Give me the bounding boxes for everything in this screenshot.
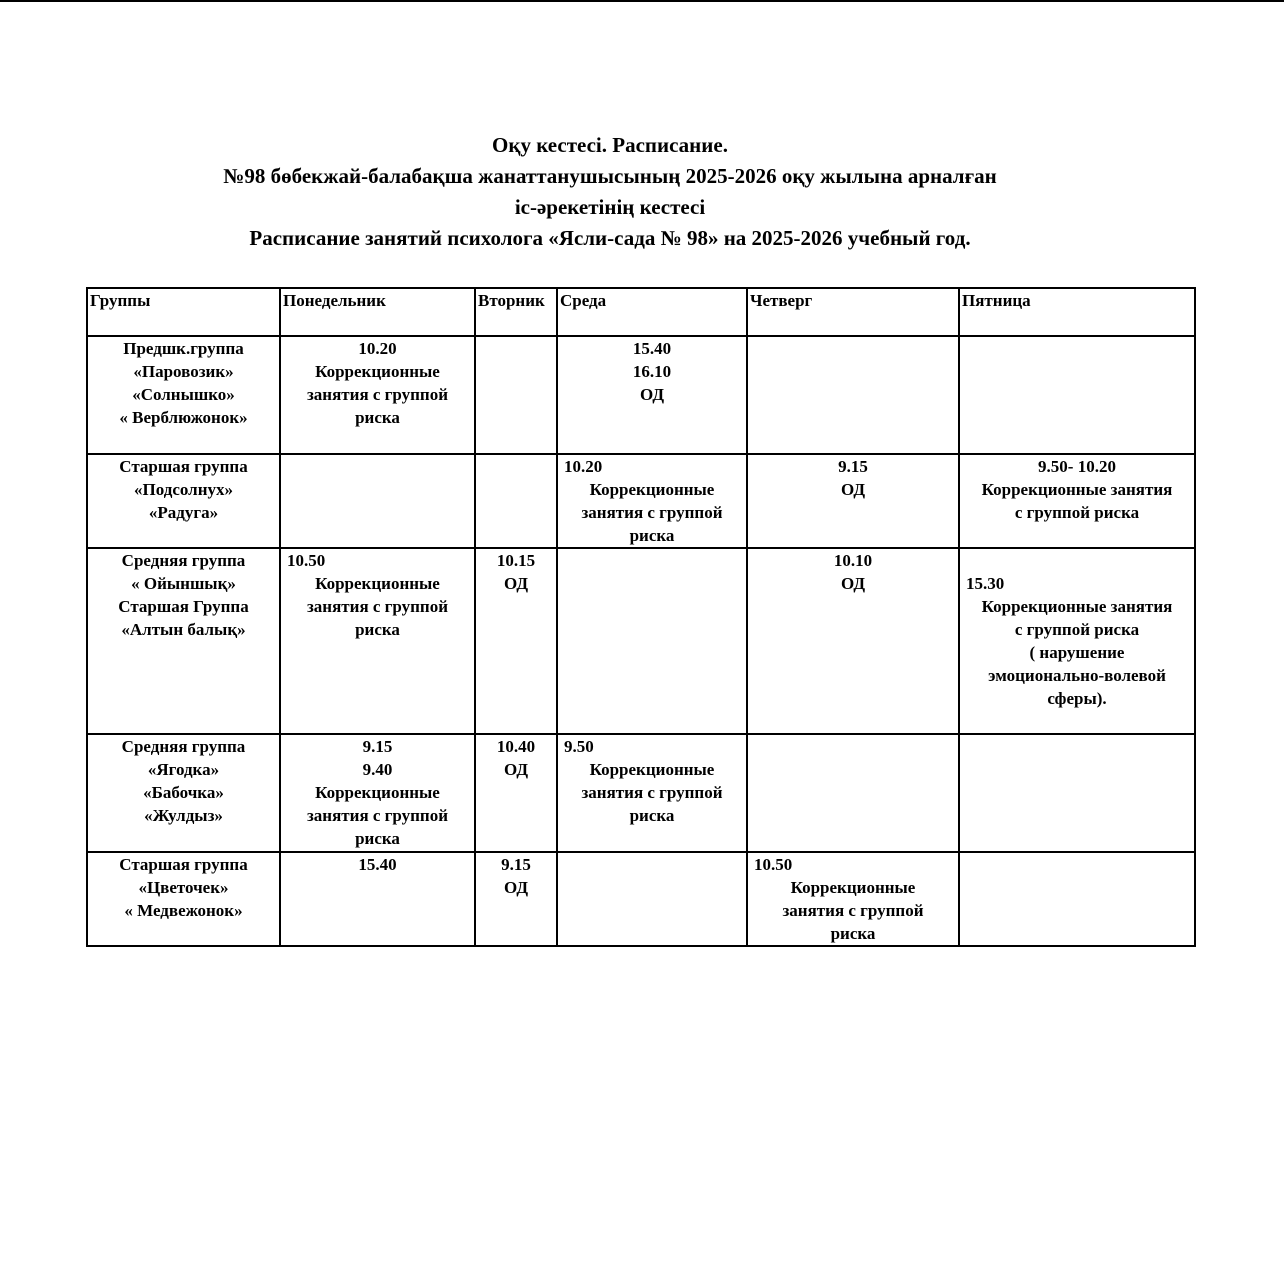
monday-cell (280, 548, 475, 734)
document-title (0, 130, 1220, 254)
group-cell (87, 548, 280, 734)
tuesday-cell (475, 734, 557, 852)
session-text: сферы). (1047, 689, 1107, 708)
session-text: риска (830, 924, 876, 943)
group-name: «Цветочек» (138, 878, 229, 897)
group-name: Старшая Группа (118, 597, 249, 616)
top-border (0, 0, 1284, 2)
session-text: занятия с группой (306, 385, 449, 404)
friday-cell (959, 852, 1195, 946)
group-name: Средняя группа (121, 737, 246, 756)
thursday-cell (747, 548, 959, 734)
schedule-table (86, 287, 1196, 947)
session-text: Коррекционные (315, 362, 440, 381)
session-time: 10.10 (833, 551, 873, 570)
session-text: Коррекционные (589, 480, 715, 499)
thursday-cell (747, 454, 959, 548)
spacer (962, 549, 1192, 572)
group-cell (87, 336, 280, 454)
wednesday-cell (557, 548, 747, 734)
session-text: ОД (840, 480, 866, 499)
session-text: ОД (503, 878, 529, 897)
group-name: Старшая группа (119, 855, 248, 874)
session-time: 16.10 (632, 362, 672, 381)
session-text: занятия с группой (306, 597, 449, 616)
session-time: 10.50 (287, 551, 326, 570)
wednesday-cell (557, 852, 747, 946)
session-text: ОД (840, 574, 866, 593)
session-time: 9.15 (501, 855, 531, 874)
title-line-4: Расписание занятий психолога «Ясли-сада № 98» на 2025-2026 учебный год. (249, 226, 971, 250)
session-text: риска (355, 829, 400, 848)
session-text: занятия с группой (581, 503, 723, 522)
session-text: Коррекционные (315, 783, 440, 802)
group-name: «Ягодка» (147, 760, 220, 779)
session-text: ОД (503, 574, 529, 593)
session-time: 10.20 (564, 457, 603, 476)
group-name: Старшая группа (119, 457, 248, 476)
session-text: риска (629, 806, 675, 825)
group-name: «Солнышко» (132, 385, 235, 404)
group-name: «Радуга» (148, 503, 219, 522)
thursday-cell (747, 336, 959, 454)
tuesday-cell (475, 548, 557, 734)
session-time: 10.20 (358, 339, 397, 358)
header-thursday: Четверг (747, 288, 959, 336)
monday-cell (280, 336, 475, 454)
session-time: 9.50- 10.20 (1038, 457, 1116, 476)
table-row (87, 548, 1195, 734)
group-name: «Подсолнух» (134, 480, 233, 499)
session-text: с группой риска (1014, 503, 1140, 522)
table-row (87, 734, 1195, 852)
group-name: « Медвежонок» (124, 901, 243, 920)
header-friday: Пятница (959, 288, 1195, 336)
session-text: ОД (639, 385, 665, 404)
session-text: занятия с группой (782, 901, 924, 920)
thursday-cell (747, 734, 959, 852)
monday-cell (280, 852, 475, 946)
table-row (87, 454, 1195, 548)
group-name: « Ойыншық» (131, 574, 236, 593)
header-row (87, 288, 1195, 336)
header-groups: Группы (87, 288, 280, 336)
group-cell (87, 734, 280, 852)
session-text: Коррекционные (315, 574, 440, 593)
header-tuesday: Вторник (475, 288, 557, 336)
title-line-3: іс-әрекетінің кестесі (514, 195, 706, 219)
tuesday-cell (475, 852, 557, 946)
group-name: « Верблюжонок» (119, 408, 248, 427)
session-time: 9.15 (838, 457, 868, 476)
session-text: Коррекционные занятия (981, 597, 1173, 616)
session-time: 9.15 (362, 737, 393, 756)
session-time: 9.40 (362, 760, 393, 779)
session-text: с группой риска (1014, 620, 1140, 639)
tuesday-cell (475, 336, 557, 454)
session-time: 10.40 (496, 737, 536, 756)
wednesday-cell (557, 336, 747, 454)
group-name: Средняя группа (121, 551, 246, 570)
session-text: Коррекционные (790, 878, 916, 897)
group-name: «Алтын балық» (121, 620, 246, 639)
group-name: «Бабочка» (143, 783, 224, 802)
friday-cell (959, 548, 1195, 734)
header-monday: Понедельник (280, 288, 475, 336)
monday-cell (280, 734, 475, 852)
session-text: занятия с группой (581, 783, 723, 802)
friday-cell (959, 734, 1195, 852)
group-name: «Жулдыз» (144, 806, 223, 825)
thursday-cell (747, 852, 959, 946)
friday-cell (959, 454, 1195, 548)
tuesday-cell (475, 454, 557, 548)
group-cell (87, 852, 280, 946)
session-time: 10.15 (496, 551, 536, 570)
title-line-2: №98 бөбекжай-балабақша жанаттанушысының 2025-2026 оқу жылына арналған (223, 164, 997, 188)
session-text: занятия с группой (306, 806, 449, 825)
session-text: риска (355, 408, 400, 427)
friday-cell (959, 336, 1195, 454)
session-text: ( нарушение (1029, 643, 1125, 662)
session-text: риска (629, 526, 675, 545)
wednesday-cell (557, 734, 747, 852)
session-time: 9.50 (564, 737, 594, 756)
monday-cell (280, 454, 475, 548)
session-text: эмоционально-волевой (988, 666, 1166, 685)
session-time: 15.30 (966, 574, 1005, 593)
session-time: 15.40 (358, 855, 397, 874)
session-text: Коррекционные (589, 760, 715, 779)
session-time: 15.40 (632, 339, 672, 358)
wednesday-cell (557, 454, 747, 548)
group-cell (87, 454, 280, 548)
group-name: «Паровозик» (133, 362, 234, 381)
session-text: Коррекционные занятия (981, 480, 1173, 499)
table-row (87, 336, 1195, 454)
table-row (87, 852, 1195, 946)
session-time: 10.50 (754, 855, 793, 874)
session-text: риска (355, 620, 400, 639)
session-text: ОД (503, 760, 529, 779)
group-name: Предшк.группа (123, 339, 244, 358)
title-line-1: Оқу кестесі. Расписание. (492, 133, 728, 157)
header-wednesday: Среда (557, 288, 747, 336)
